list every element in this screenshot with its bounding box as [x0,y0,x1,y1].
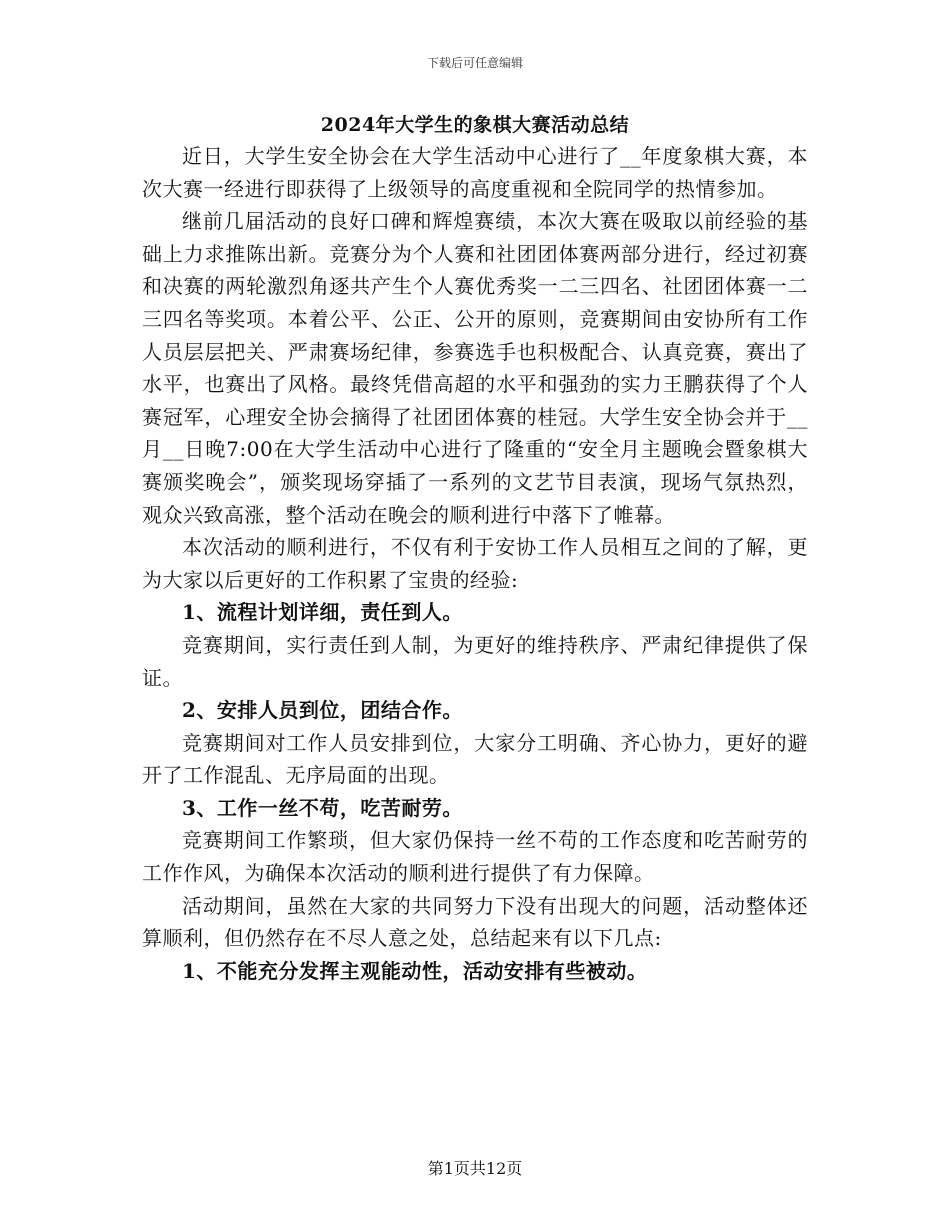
header-note: 下载后可任意编辑 [426,56,523,70]
page-footer: 第1页共12页 [427,1159,523,1178]
section-heading: 1、流程计划详细，责任到人。 [182,600,463,625]
shortcomings-intro-paragraph: 活动期间，虽然在大家的共同努力下没有出现大的问题，活动整体还算顺利，但仍然存在不尽人意之处，总结起来有以下几点: [142,893,808,951]
document-body [142,140,808,987]
section-heading: 1、不能充分发挥主观能动性，活动安排有些被动。 [182,958,648,983]
section-paragraph: 竞赛期间对工作人员安排到位，大家分工明确、齐心协力，更好的避开了工作混乱、无序局面的出现。 [142,730,808,788]
section-paragraph: 竞赛期间，实行责任到人制，为更好的维持秩序、严肃纪律提供了保证。 [142,632,808,690]
experience-intro-paragraph: 本次活动的顺利进行，不仅有利于安协工作人员相互之间的了解，更为大家以后更好的工作积累了宝贵的经验: [142,535,808,592]
intro-paragraph: 近日，大学生安全协会在大学生活动中心进行了__年度象棋大赛，本次大赛一经进行即获得了上级领导的高度重视和全院同学的热情参加。 [142,144,808,201]
page-title: 2024年大学生的象棋大赛活动总结 [320,114,630,136]
section-paragraph: 竞赛期间工作繁琐，但大家仍保持一丝不苟的工作态度和吃苦耐劳的工作作风，为确保本次活动的顺利进行提供了有力保障。 [142,828,808,886]
section-heading: 2、安排人员到位，团结合作。 [182,698,463,723]
section-heading: 3、工作一丝不苟，吃苦耐劳。 [182,795,463,820]
event-summary-paragraph: 继前几届活动的良好口碑和辉煌赛绩，本次大赛在吸取以前经验的基础上力求推陈出新。竞赛分为个人赛和社团团体赛两部分进行，经过初赛和决赛的两轮激烈角逐共产生个人赛优秀奖一二三四名、社团团体赛一二三四名等奖项。本着公平、公正、公开的原则，竞赛期间由安协所有工作人员层层把关、严肃赛场纪律，参赛选手也积极配合、认真竞赛，赛出了水平，也赛出了风格。最终凭借高超的水平和强劲的实力王鹏获得了个人赛冠军，心理安全协会摘得了社团团体赛的桂冠。大学生安全协会并于__月__日晚7:00在大学生活动中心进行了隆重的“安全月主题晚会暨象棋大赛颁奖晚会”，颁奖现场穿插了一系列的文艺节目表演，现场气氛热烈，观众兴致高涨，整个活动在晚会的顺利进行中落下了帷幕。 [142,209,808,527]
